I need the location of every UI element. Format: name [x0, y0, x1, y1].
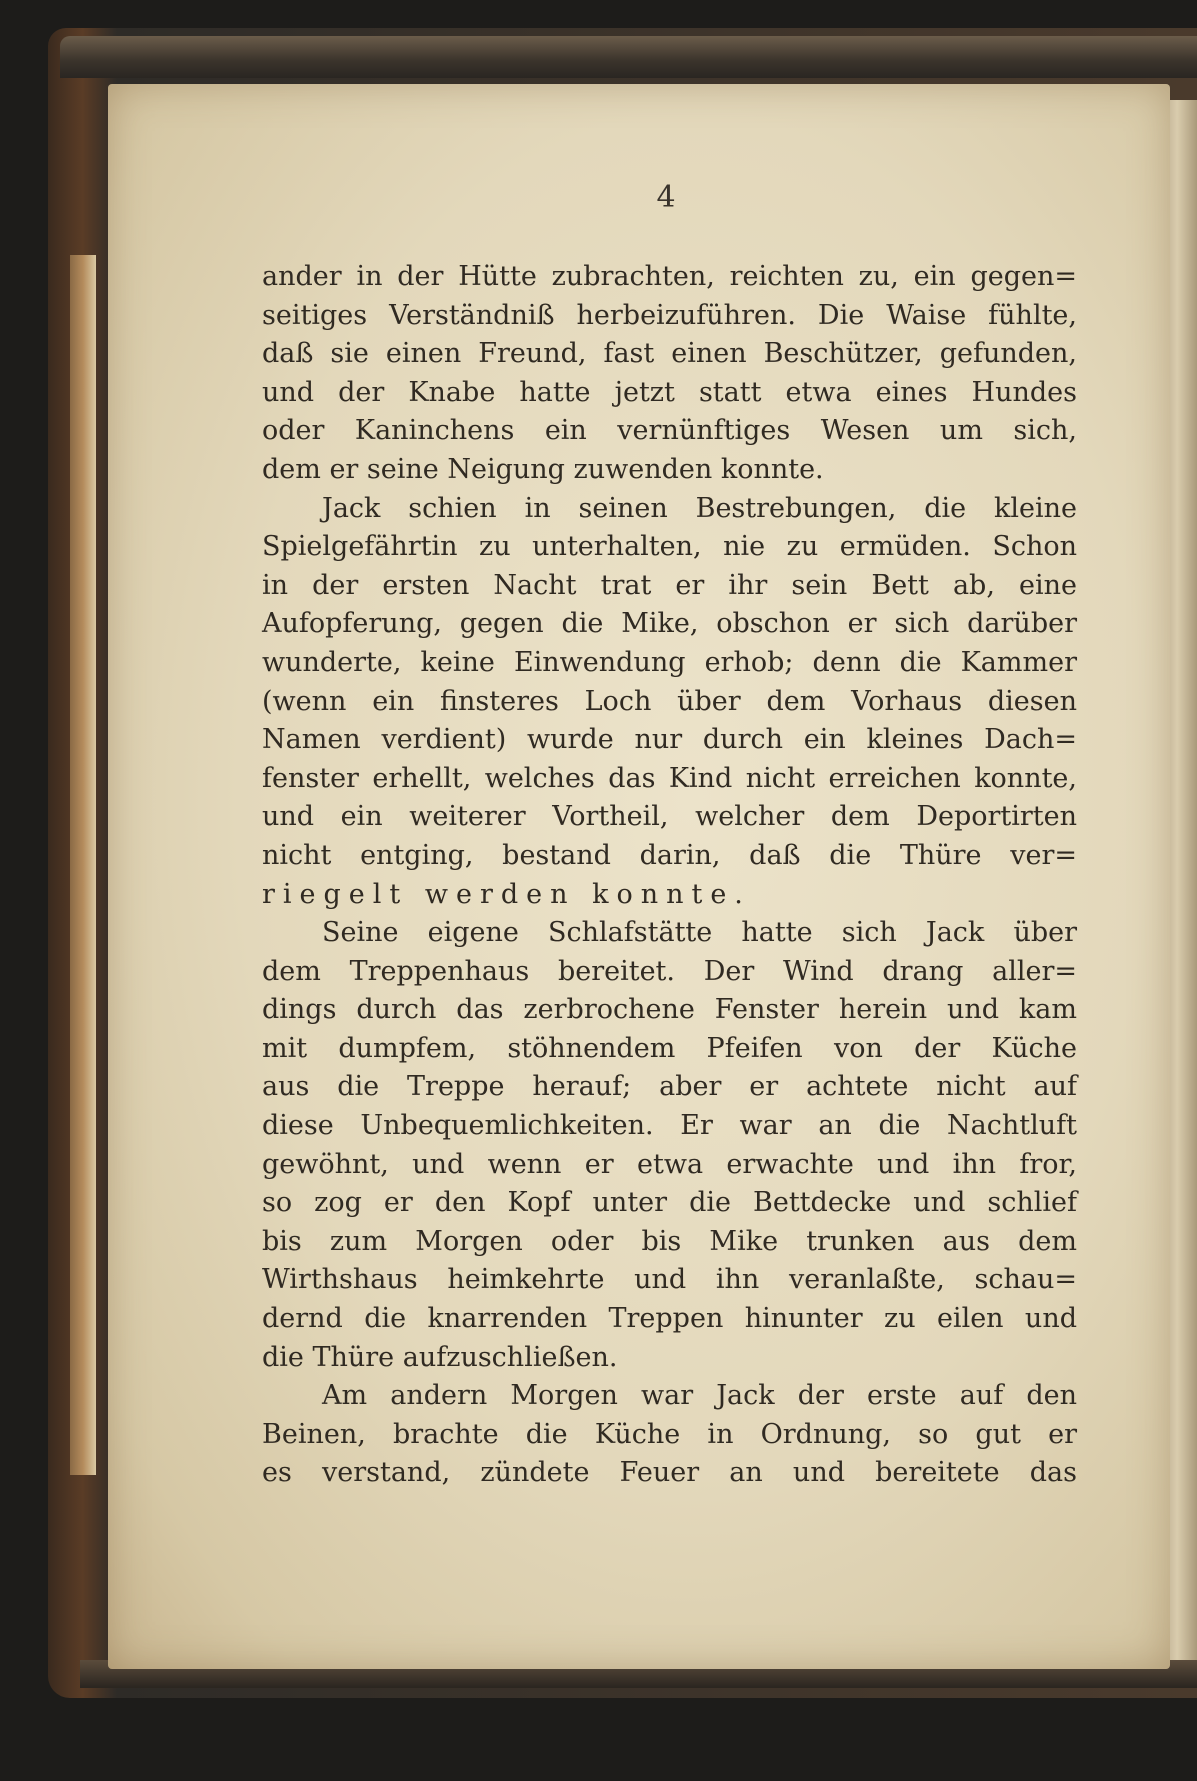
text-line: oder Kaninchens ein vernünftiges Wesen um sich, [262, 415, 1077, 447]
text-line: Spielgefährtin zu unterhalten, nie zu ermüden. Schon [262, 531, 1077, 563]
body-text [262, 258, 1077, 1493]
text-line: dem er seine Neigung zuwenden konnte. [262, 453, 824, 485]
text-line: bis zum Morgen oder bis Mike trunken aus dem [262, 1225, 1077, 1257]
cover-top-edge [60, 36, 1197, 78]
text-line: und der Knabe hatte jetzt statt etwa eines Hundes [262, 376, 1077, 408]
text-line: Aufopferung, gegen die Mike, obschon er sich darüber [262, 608, 1077, 640]
text-line: dem Treppenhaus bereitet. Der Wind drang aller= [262, 955, 1077, 987]
page-number: 4 [656, 180, 676, 215]
text-line: Namen verdient) wurde nur durch ein kleines Dach= [262, 724, 1077, 756]
text-line: nicht entging, bestand darin, daß die Thüre ver= [262, 839, 1077, 871]
text-line: mit dumpfem, stöhnendem Pfeifen von der Küche [262, 1032, 1077, 1064]
text-line: (wenn ein finsteres Loch über dem Vorhaus diesen [262, 685, 1077, 717]
text-line: fenster erhellt, welches das Kind nicht erreichen konnte, [262, 762, 1077, 794]
text-line: Am andern Morgen war Jack der erste auf den [322, 1380, 1077, 1412]
text-line: Beinen, brachte die Küche in Ordnung, so gut er [262, 1418, 1077, 1450]
text-line: es verstand, zündete Feuer an und bereitete das [262, 1457, 1077, 1489]
text-line: in der ersten Nacht trat er ihr sein Bett ab, eine [262, 569, 1077, 601]
text-line: gewöhnt, und wenn er etwa erwachte und ihn fror, [262, 1148, 1077, 1180]
text-line: dings durch das zerbrochene Fenster herein und kam [262, 994, 1077, 1026]
text-line: Seine eigene Schlafstätte hatte sich Jack über [322, 917, 1077, 949]
page-left-edge [70, 255, 96, 1475]
text-line: riegelt werden konnte. [262, 878, 751, 910]
text-line: wunderte, keine Einwendung erhob; denn die Kammer [262, 646, 1077, 678]
text-line: dernd die knarrenden Treppen hinunter zu eilen und [262, 1303, 1077, 1335]
text-line: aus die Treppe herauf; aber er achtete nicht auf [262, 1071, 1077, 1103]
text-line: daß sie einen Freund, fast einen Beschützer, gefunden, [262, 338, 1077, 370]
text-line: diese Unbequemlichkeiten. Er war an die Nachtluft [262, 1110, 1077, 1142]
text-line: und ein weiterer Vortheil, welcher dem Deportirten [262, 801, 1077, 833]
text-line: ander in der Hütte zubrachten, reichten zu, ein gegen= [262, 261, 1077, 292]
text-line: Jack schien in seinen Bestrebungen, die kleine [322, 492, 1077, 524]
text-line: die Thüre aufzuschließen. [262, 1341, 618, 1373]
text-line: seitiges Verständniß herbeizuführen. Die Waise fühlte, [262, 299, 1077, 331]
text-line: so zog er den Kopf unter die Bettdecke und schlief [262, 1187, 1077, 1219]
text-line: Wirthshaus heimkehrte und ihn veranlaßte, schau= [262, 1264, 1077, 1296]
